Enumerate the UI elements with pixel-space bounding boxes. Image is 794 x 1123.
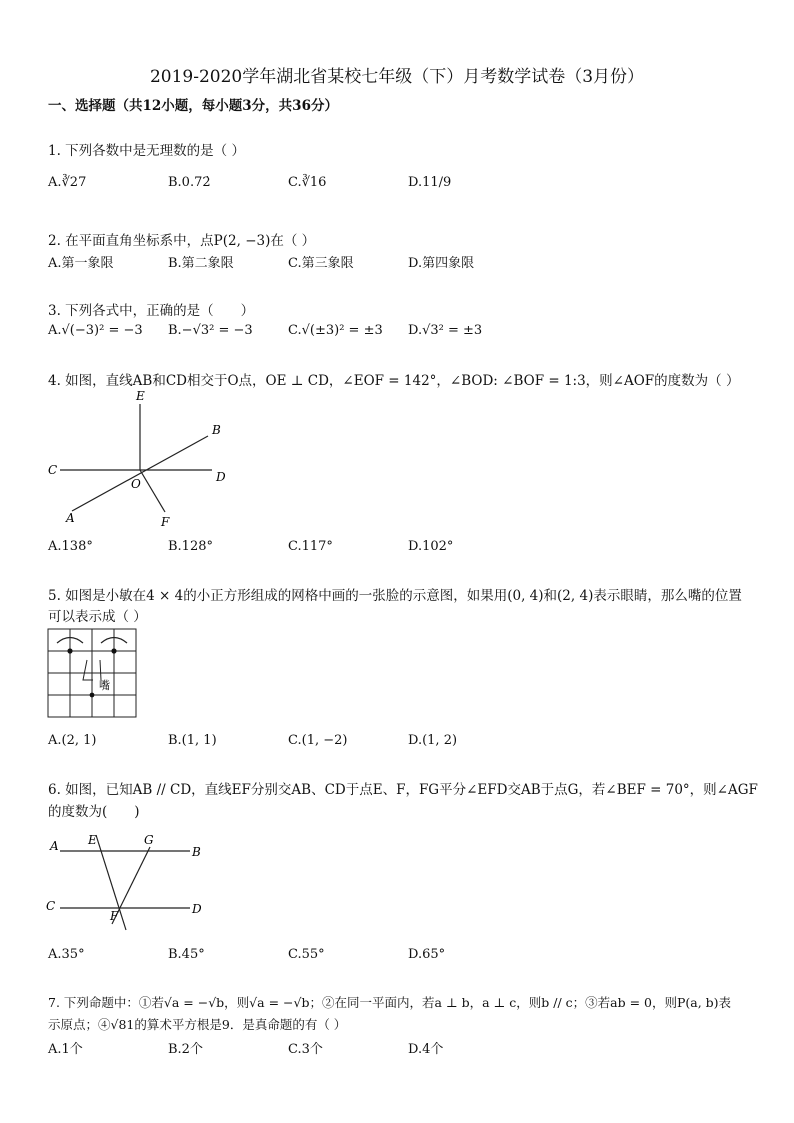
question-6-stem-line2: 的度数为( ) [48, 804, 140, 820]
label-e: E [88, 833, 97, 847]
q3-option-c: C.√(±3)² = ±3 [288, 323, 383, 338]
question-7-stem-line1: 7. 下列命题中：①若√a = −√b，则√a = −√b；②在同一平面内，若a ⊥ b，a ⊥ c，则b // c；③若ab = 0，则P(a, b)表 [48, 995, 732, 1010]
q5-face-grid-figure [47, 628, 139, 720]
label-g: G [144, 833, 154, 847]
q4-intersecting-lines-figure [40, 386, 240, 531]
question-1-stem: 1. 下列各数中是无理数的是（ ） [48, 143, 245, 159]
q6-option-c: C.55° [288, 947, 325, 962]
q2-option-a: A.第一象限 [48, 256, 114, 271]
q3-option-d: D.√3² = ±3 [408, 323, 483, 338]
label-a: A [50, 839, 59, 853]
mouth-label: 嘴 [99, 679, 110, 692]
mouth-dot [90, 693, 95, 698]
ray-of [140, 470, 165, 512]
question-7-stem-line2: 示原点；④√81的算术平方根是9．是真命题的有（ ） [48, 1017, 347, 1032]
q5-option-c: C.(1, −2) [288, 733, 348, 748]
q6-option-d: D.65° [408, 947, 446, 962]
q7-option-d: D.4个 [408, 1042, 444, 1057]
q5-option-a: A.(2, 1) [48, 733, 97, 748]
right-eye-dot [111, 648, 116, 653]
label-e: E [136, 389, 145, 403]
label-b: B [192, 845, 201, 859]
q6-option-b: B.45° [168, 947, 205, 962]
page-title: 2019-2020学年湖北省某校七年级（下）月考数学试卷（3月份） [149, 67, 645, 87]
q1-option-b: B.0.72̇ [168, 175, 211, 190]
q4-option-c: C.117° [288, 539, 333, 554]
q4-option-d: D.102° [408, 539, 454, 554]
left-eye-dot [67, 648, 72, 653]
q6-parallel-lines-figure [42, 826, 222, 936]
q1-option-c: C.∛16 [288, 175, 327, 190]
question-4-stem: 4. 如图，直线AB和CD相交于O点，OE ⊥ CD，∠EOF = 142°，∠BOD: ∠BOF = 1:3，则∠AOF的度数为（ ） [48, 373, 740, 389]
q4-option-b: B.128° [168, 539, 213, 554]
label-f: F [110, 909, 119, 923]
question-2-stem: 2. 在平面直角坐标系中，点P(2, −3)在（ ） [48, 233, 316, 249]
question-3-stem: 3. 下列各式中，正确的是（ ） [48, 303, 255, 319]
label-o: O [131, 477, 141, 491]
q5-option-d: D.(1, 2) [408, 733, 458, 748]
q1-option-a: A.∛27 [48, 175, 87, 190]
label-c: C [48, 463, 58, 477]
question-6-stem-line1: 6. 如图，已知AB // CD，直线EF分别交AB、CD于点E、F，FG平分∠EFD交AB于点G，若∠BEF = 70°，则∠AGF [48, 782, 758, 798]
section-heading: 一、选择题（共12小题，每小题3分，共36分） [48, 98, 338, 114]
q7-option-c: C.3个 [288, 1042, 323, 1057]
q2-option-b: B.第二象限 [168, 256, 234, 271]
label-d: D [192, 902, 202, 916]
q6-option-a: A.35° [48, 947, 85, 962]
q2-option-c: C.第三象限 [288, 256, 354, 271]
question-5-stem-line2: 可以表示成（ ） [48, 609, 147, 625]
q1-option-d: D.11/9 [408, 175, 452, 190]
label-f: F [161, 515, 170, 529]
q7-option-b: B.2个 [168, 1042, 203, 1057]
label-c: C [46, 899, 56, 913]
q4-option-a: A.138° [48, 539, 93, 554]
label-a: A [66, 511, 75, 525]
q7-option-a: A.1个 [48, 1042, 83, 1057]
q3-option-a: A.√(−3)² = −3 [48, 323, 143, 338]
q3-option-b: B.−√3² = −3 [168, 323, 253, 338]
question-5-stem-line1: 5. 如图是小敏在4 × 4的小正方形组成的网格中画的一张脸的示意图，如果用(0, 4)和(2, 4)表示眼睛，那么嘴的位置 [48, 588, 742, 604]
label-b: B [212, 423, 221, 437]
q5-option-b: B.(1, 1) [168, 733, 217, 748]
q2-option-d: D.第四象限 [408, 256, 475, 271]
label-d: D [216, 470, 226, 484]
